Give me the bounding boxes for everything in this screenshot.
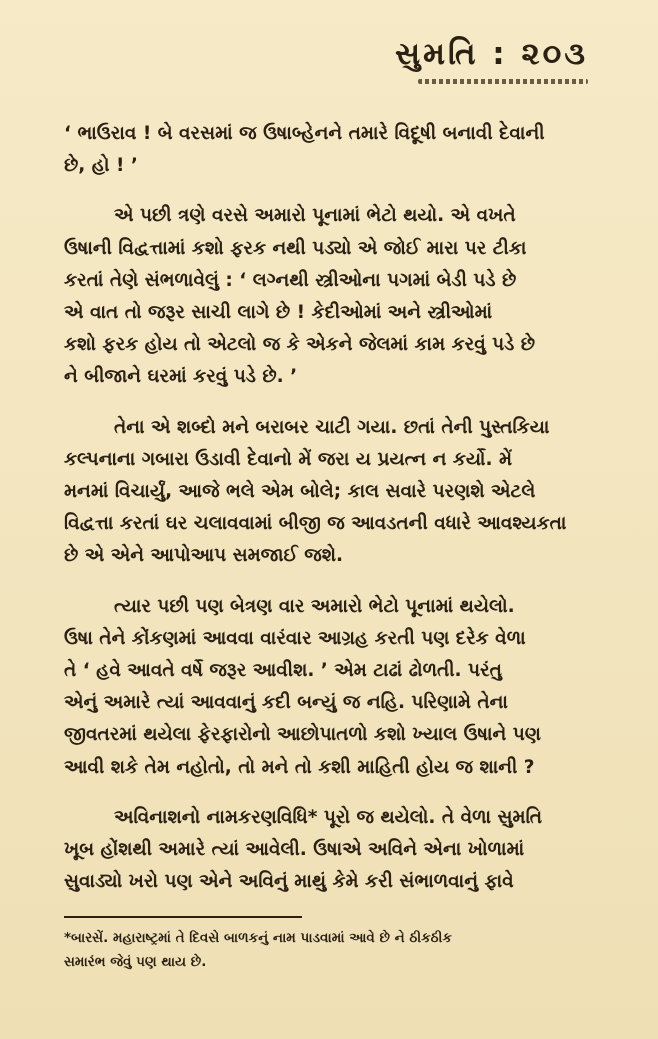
text-line: તેના એ શબ્દો મને બરાબર ચાટી ગયા. છતાં તેની પુસ્તકિયા bbox=[114, 416, 550, 438]
paragraph-gap bbox=[64, 784, 604, 802]
text-line: છે, હો ! ’ bbox=[64, 155, 138, 177]
text-line: ને બીજાને ઘરમાં કરવું પડે છે. ’ bbox=[64, 366, 298, 388]
text-line: ત્યાર પછી પણ બેત્રણ વાર અમારો ભેટો પૂનામાં થયેલો. bbox=[114, 595, 515, 617]
text-line: જીવતરમાં થયેલા ફેરફારોનો આછોપાતળો કશો ખ્યાલ ઉષાને પણ bbox=[64, 724, 541, 746]
footnote bbox=[64, 926, 604, 974]
text-line: એ પછી ત્રણે વરસે અમારો પૂનામાં ભેટો થયો. એ વખતે bbox=[114, 205, 516, 227]
text-line: ખૂબ હોંશથી અમારે ત્યાં આવેલી. ઉષાએ અવિને એના ખોળામાં bbox=[64, 839, 525, 861]
text-line: ઉષા તેને કોંકણમાં આવવા વારંવાર આગ્રહ કરતી પણ દરેક વેળા bbox=[64, 627, 526, 649]
text-line: ‘ ભાઉરાવ ! બે વરસમાં જ ઉષાબ્હેનને તમારે વિદૂષી બનાવી દેવાની bbox=[64, 123, 545, 144]
text-line: અવિનાશનો નામકરણવિધિ* પૂરો જ થયેલો. તે વેળા સુમતિ bbox=[114, 806, 543, 828]
footnote-line: સમારંભ જેવું પણ થાય છે. bbox=[64, 954, 207, 970]
text-line: કરતાં તેણે સંભળાવેલું : ‘ લગ્નથી સ્ત્રીઓના પગમાં બેડી પડે છે bbox=[64, 269, 517, 291]
paragraph-gap bbox=[64, 182, 604, 200]
paragraph-gap bbox=[64, 394, 604, 412]
paragraph bbox=[64, 118, 604, 182]
paragraph bbox=[64, 802, 604, 899]
text-line: એ વાત તો જરૂર સાચી લાગે છે ! કેદીઓમાં અને સ્ત્રીઓમાં bbox=[64, 302, 493, 324]
paragraph bbox=[64, 200, 604, 393]
paragraph bbox=[64, 591, 604, 784]
text-line: એનું અમારે ત્યાં આવવાનું કદી બન્યું જ નહિ. પરિણામે તેના bbox=[64, 692, 508, 714]
paragraph-gap bbox=[64, 573, 604, 591]
text-line: મનમાં વિચાર્યું, આજે ભલે એમ બોલે; કાલ સવારે પરણશે એટલે bbox=[64, 481, 536, 503]
page-header bbox=[395, 36, 588, 84]
text-line: આવી શકે તેમ નહોતો, તો મને તો કશી માહિતી હોય જ શાની ? bbox=[64, 756, 535, 778]
text-line: ઉષાની વિદ્વત્તામાં કશો ફરક નથી પડ્યો એ જોઈ મારા પર ટીકા bbox=[64, 237, 527, 259]
text-line: કલ્પનાના ગબારા ઉડાવી દેવાનો મેં જરા ય પ્રયત્ન ન કર્યો. મેં bbox=[64, 448, 513, 470]
header-wavy-rule bbox=[418, 79, 588, 84]
text-line: કશો ફરક હોય તો એટલો જ કે એકને જેલમાં કામ કરવું પડે છે bbox=[64, 334, 536, 356]
text-line: છે એ એને આપોઆપ સમજાઈ જશે. bbox=[64, 545, 344, 567]
text-line: સુવાડ્યો ખરો પણ એને અવિનું માથું કેમે કરી સંભાળવાનું ફાવે bbox=[64, 871, 514, 893]
paragraph bbox=[64, 412, 604, 573]
footnote-rule bbox=[64, 916, 302, 918]
text-line: વિદ્વત્તા કરતાં ઘર ચલાવવામાં બીજી જ આવડતની વધારે આવશ્યકતા bbox=[64, 513, 567, 535]
page-body bbox=[64, 118, 604, 898]
running-header: સુમતિ : ૨૦૩ bbox=[394, 36, 588, 72]
footnote-line: *બારસેં. મહારાષ્ટ્રમાં તે દિવસે બાળકનું નામ પાડવામાં આવે છે ને ઠીકઠીક bbox=[64, 930, 452, 946]
text-line: તે ‘ હવે આવતે વર્ષે જરૂર આવીશ. ’ એમ ટાઢાં ઢોળતી. પરંતુ bbox=[64, 660, 502, 682]
